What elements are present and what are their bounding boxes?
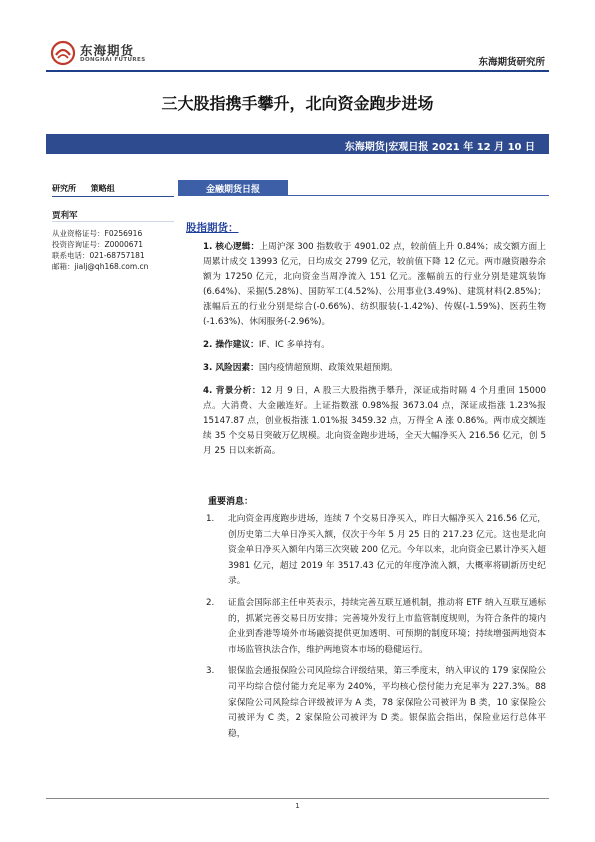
news-number: 3. [206, 666, 215, 677]
analysis-points [203, 240, 546, 467]
header-divider [46, 70, 549, 72]
point-label: 2. 操作建议： [203, 340, 259, 350]
report-banner [46, 134, 549, 154]
section-tab-underline [288, 195, 549, 196]
point-text: 国内疫情超预期、政策效果超预期。 [258, 363, 398, 373]
brand-name-cn: 东海期货 [80, 43, 135, 58]
list-item [206, 664, 546, 742]
report-title: 三大股指携手攀升，北向资金跑步进场 [161, 94, 434, 113]
point-risk [203, 361, 546, 376]
news-number: 1. [206, 514, 215, 524]
analyst-contact-info [52, 228, 180, 272]
team: 策略组 [90, 184, 115, 193]
point-label: 4. 背景分析： [203, 386, 261, 396]
department-line [52, 183, 180, 194]
point-label: 1. 核心逻辑： [203, 242, 260, 252]
stock-index-futures-heading: 股指期货： [186, 222, 239, 234]
point-text: 上周沪深 300 指数收于 4901.02 点，较前值上升 0.84%；成交额方面上周累计成交 13993 亿元，日均成交 2799 亿元，较前值下降 12 亿元。两市融资融券余额为 17250 亿元，北向资金当周净流入 151 亿元。涨幅前五的行业分别是建筑装饰(6.64%)、采掘(5.28%)、国防军工(4.52%)、公用事业(3.49%)、建筑材料(2.85%)；涨幅后五的行业分别是综合(-0.66%)、纺织服装(-1.42%)、传媒(-1.59%)、医药生物(-1.63%)、休闲服务(-2.96%)。 [203, 242, 546, 327]
brand-name-en: DONGHAI FUTURES [80, 57, 146, 63]
section-tab [178, 180, 288, 196]
point-label: 3. 风险因素： [203, 363, 259, 373]
email-address[interactable]: 邮箱：jialj@qh168.com.cn [52, 262, 149, 271]
page-header [0, 0, 595, 72]
phone-number: 联系电话：021-68757181 [52, 251, 145, 260]
point-background [203, 384, 546, 459]
advisory-number: 投资咨询证号：Z0000671 [52, 240, 144, 249]
news-text: 银保监会通报保险公司风险综合评级结果，第三季度末，纳入审议的 179 家保险公司平均综合偿付能力充足率为 240%，平均核心偿付能力充足率为 227.3%。88 家保险公司风险综合评级被评为 A 类，78 家保险公司被评为 B 类，10 家保险公司被评为 C 类，2 家保险公司被评为 D 类。银保监会指出，保险业运行总体平稳， [228, 666, 546, 739]
point-suggestion [203, 338, 546, 353]
list-item [206, 512, 546, 590]
page-number: 1 [295, 802, 300, 810]
institute-name: 东海期货研究所 [478, 57, 545, 68]
sidebar-divider [52, 196, 174, 197]
company-logo [50, 40, 170, 68]
news-text: 证监会国际部主任申英表示，持续完善互联互通机制，推动将 ETF 纳入互联互通标的，抓紧完善交易日历安排；完善境外发行上市监管制度规则，为符合条件的境内企业到香港等境外市场融资提供更加透明、可预期的制度环境；持续增强两地资本市场监管执法合作，维护两地资本市场的稳健运行。 [228, 597, 546, 655]
footer-divider [46, 798, 549, 799]
point-text: IF、IC 多单持有。 [258, 340, 330, 350]
point-core-logic [203, 240, 546, 330]
point-text: 12 月 9 日，A 股三大股指携手攀升，深证成指时隔 4 个月重回 15000 点。大消费、大金融连好。上证指数涨 0.98%报 3673.04 点，深证成指涨 1.23%报 15147.87 点，创业板指涨 1.01%报 3459.32 点，万得全 A 涨 0.86%。两市成交额连续 35 个交易日突破万亿规模。北向资金跑步进场，全天大幅净买入 216.56 亿元，创 5 月 25 日以来新高。 [203, 386, 546, 456]
license-number: 从业资格证号：F0256916 [52, 229, 143, 238]
list-item [206, 596, 546, 658]
important-news-heading: 重要消息： [208, 497, 254, 507]
analyst-divider [52, 221, 174, 222]
news-text: 北向资金再度跑步进场，连续 7 个交易日净买入，昨日大幅净买入 216.56 亿元，创历史第二大单日净买入额，仅次于今年 5 月 25 日的 217.23 亿元。这也是北向资金单日净买入额年内第三次突破 200 亿元。今年以来，北向资金已累计净买入超 3981 亿元，超过 2019 年 3517.43 亿元的年度净流入额，大概率将刷新历史纪录。 [228, 514, 546, 587]
sidebar-dept [52, 183, 180, 194]
analyst-name: 贾利军 [52, 211, 78, 221]
section-tab-label: 金融期货日报 [205, 185, 260, 195]
news-list [206, 512, 546, 748]
news-number: 2. [206, 597, 215, 608]
donghai-logo-icon [50, 40, 76, 66]
department: 研究所 [52, 184, 76, 193]
banner-date: 东海期货|宏观日报 2021 年 12 月 10 日 [344, 142, 535, 153]
